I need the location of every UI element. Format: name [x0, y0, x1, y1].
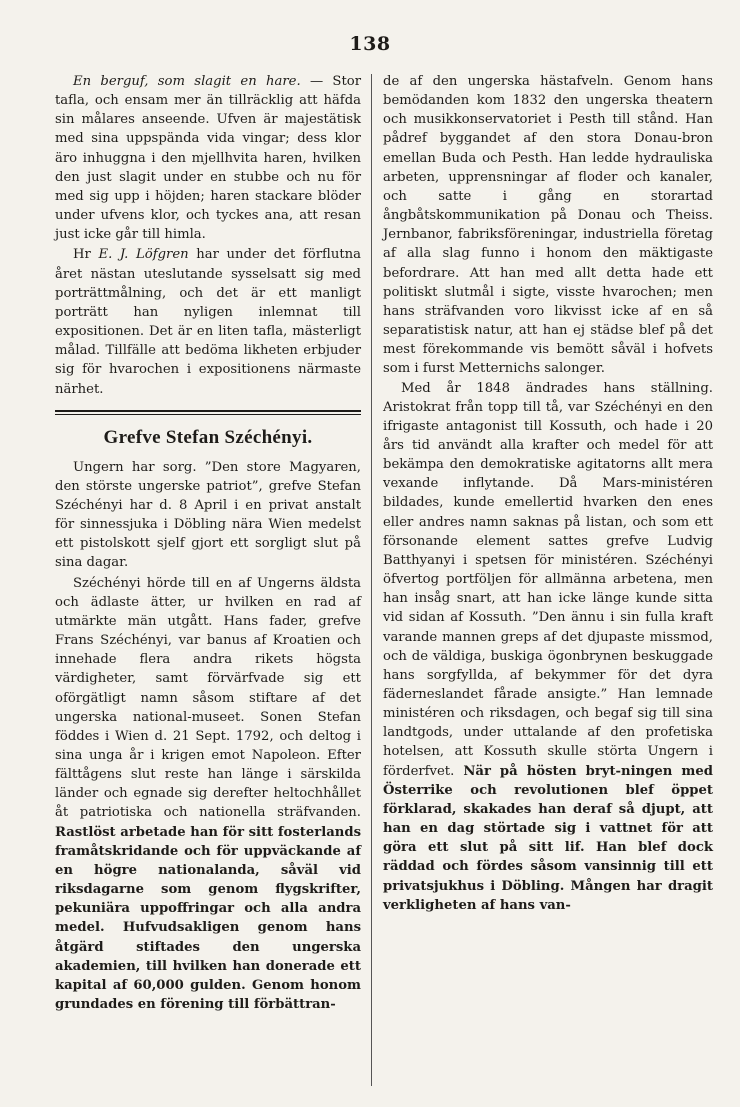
biography-text: Széchényi hörde till en af Ungerns äldsta och ädlaste ätter, ur hvilken en rad af utmärkte män utgått. Hans fader, grefve Frans Széchényi, var banus af Kroatien och innehade flera andra rikets högsta värdigheter, samt förvärfvade sig ett oförgätligt namn såsom stiftare af det ungerska national-museet. Sonen Stefan föddes i Wien d. 21 Sept. 1792, och deltog i sina unga år i krigen emot Napoleon. Efter fälttågens slut reste han länge i särskilda länder och egnade sig derefter heltochhållet åt patriotiska och nationella sträfvanden. — [55, 575, 361, 821]
section-divider — [55, 410, 361, 415]
year-1848-paragraph — [383, 379, 713, 915]
column-divider — [371, 74, 372, 1086]
continuation-paragraph: de af den ungerska hästafveln. Genom hans bemödanden kom 1832 den ungerska theatern och musikkonservatoriet i Pesth till stånd. Han pådref byggandet af den stora Donau-bron emellan Buda och Pesth. Han ledde hydrauliska arbeten, upprensningar af floder och kanaler, och satte i gång en storartad ångbåtskommunikation på Donau och Theiss. Jernbanor, fabriksföreningar, industriella företag af alla slag funno i honom den mäktigaste befordrare. Att han med allt detta hade ett politiskt slutmål i sigte, visste hvarochen; men hans sträfvanden voro likvisst icke af en så separatistisk natur, att han ej städse blef på det mest förekommande vis bemött såväl i hofvets som i furst Metternichs salonger. — [383, 74, 713, 377]
lofgren-paragraph — [55, 245, 361, 398]
art-review-paragraph — [55, 72, 361, 244]
obituary-intro-paragraph: Ungern har sorg. ”Den store Magyaren, den störste ungerske patriot”, grefve Stefan Széchényi har d. 8 April i en privat anstalt för sinnessjuka i Döbling nära Wien medelst ett pistolskott sjelf gjort ett sorgligt slut på sina dagar. — [55, 459, 361, 571]
artist-name: E. J. Löfgren — [98, 247, 189, 263]
biography-text-bold: Rastlöst arbetade han för sitt fosterlands framåtskridande och för uppväckande af en högre nationalanda, såväl vid riksdagarne som genom flygskrifter, pekuniära uppoffringar och alla andra medel. Hufvudsakligen genom hans åtgärd stiftades den ungerska akademien, till hvilken han donerade ett kapital af 60,000 gulden. Genom honom grundades en förening till förbättran- — [55, 824, 361, 1013]
lofgren-prefix: Hr — [73, 247, 99, 263]
art-review-text: — Stor tafla, och ensam mer än tillräcklig att häfda sin målares anseende. Ufven är majestätisk med sina uppspända vida vingar; dess klor äro inhuggna i den mjellhvita haren, hvilken den just slagit under en stubbe och nu för med sig upp i höjden; haren stackare blöder under ufvens klor, och tyckes ana, att resan just icke går till himla. — [55, 74, 362, 243]
article-heading: Grefve Stefan Széchényi. — [103, 426, 313, 448]
biography-paragraph — [55, 574, 361, 1015]
year-1848-text-bold: När på hösten bryt-ningen med Österrike och revolutionen blef öppet förklarad, skakades han deraf så djupt, att han en dag störtade sig i vattnet för att göra ett slut på sitt lif. Han blef dock räddad och fördes såsom vansinnig till ett privatsjukhus i Döbling. Mången har dragit verkligheten af hans van- — [383, 763, 713, 913]
right-column — [383, 72, 713, 915]
left-column — [55, 72, 361, 1015]
year-1848-text: Med år 1848 ändrades hans ställning. Aristokrat från topp till tå, var Széchényi en den ifrigaste antagonist till Kossuth, och hade i 20 års tid användt alla krafter och medel för att bekämpa den demokratiske agitatorns allt mera vexande inflytande. Då Mars-ministéren bildades, kunde emellertid hvarken den enes eller andres namn saknas på listan, och som ett försonande element sattes grefve Ludvig Batthyanyi i spetsen för ministéren. Széchényi öfvertog portföljen för allmänna arbetena, men han insåg snart, att han icke länge kunde sitta vid sidan af Kossuth. ”Den ännu i sin fulla kraft varande mannen greps af det djupaste missmod, och de väldiga, buskiga ögonbrynen beskuggade hans sorgfyllda, af bekymmer för det dyra fäderneslandet fårade ansigte.” Han lemnade ministéren och riksdagen, och begaf sig till sina landtgods, under uttalande af den profetiska hotelsen, att Kossuth skulle störta Ungern i förderfvet. — [383, 380, 713, 779]
page-number: 138 — [349, 33, 391, 55]
lofgren-text: har under det förflutna året nästan uteslutande sysselsatt sig med porträttmålning, och det är ett manligt porträtt han nyligen inlemnat till expositionen. Det är en liten tafla, mästerligt målad. Tillfälle att bedöma likheten erbjuder sig för hvarochen i expositionens närmaste närhet. — [55, 247, 361, 397]
painting-title: En berguf, som slagit en hare. — [73, 74, 301, 89]
